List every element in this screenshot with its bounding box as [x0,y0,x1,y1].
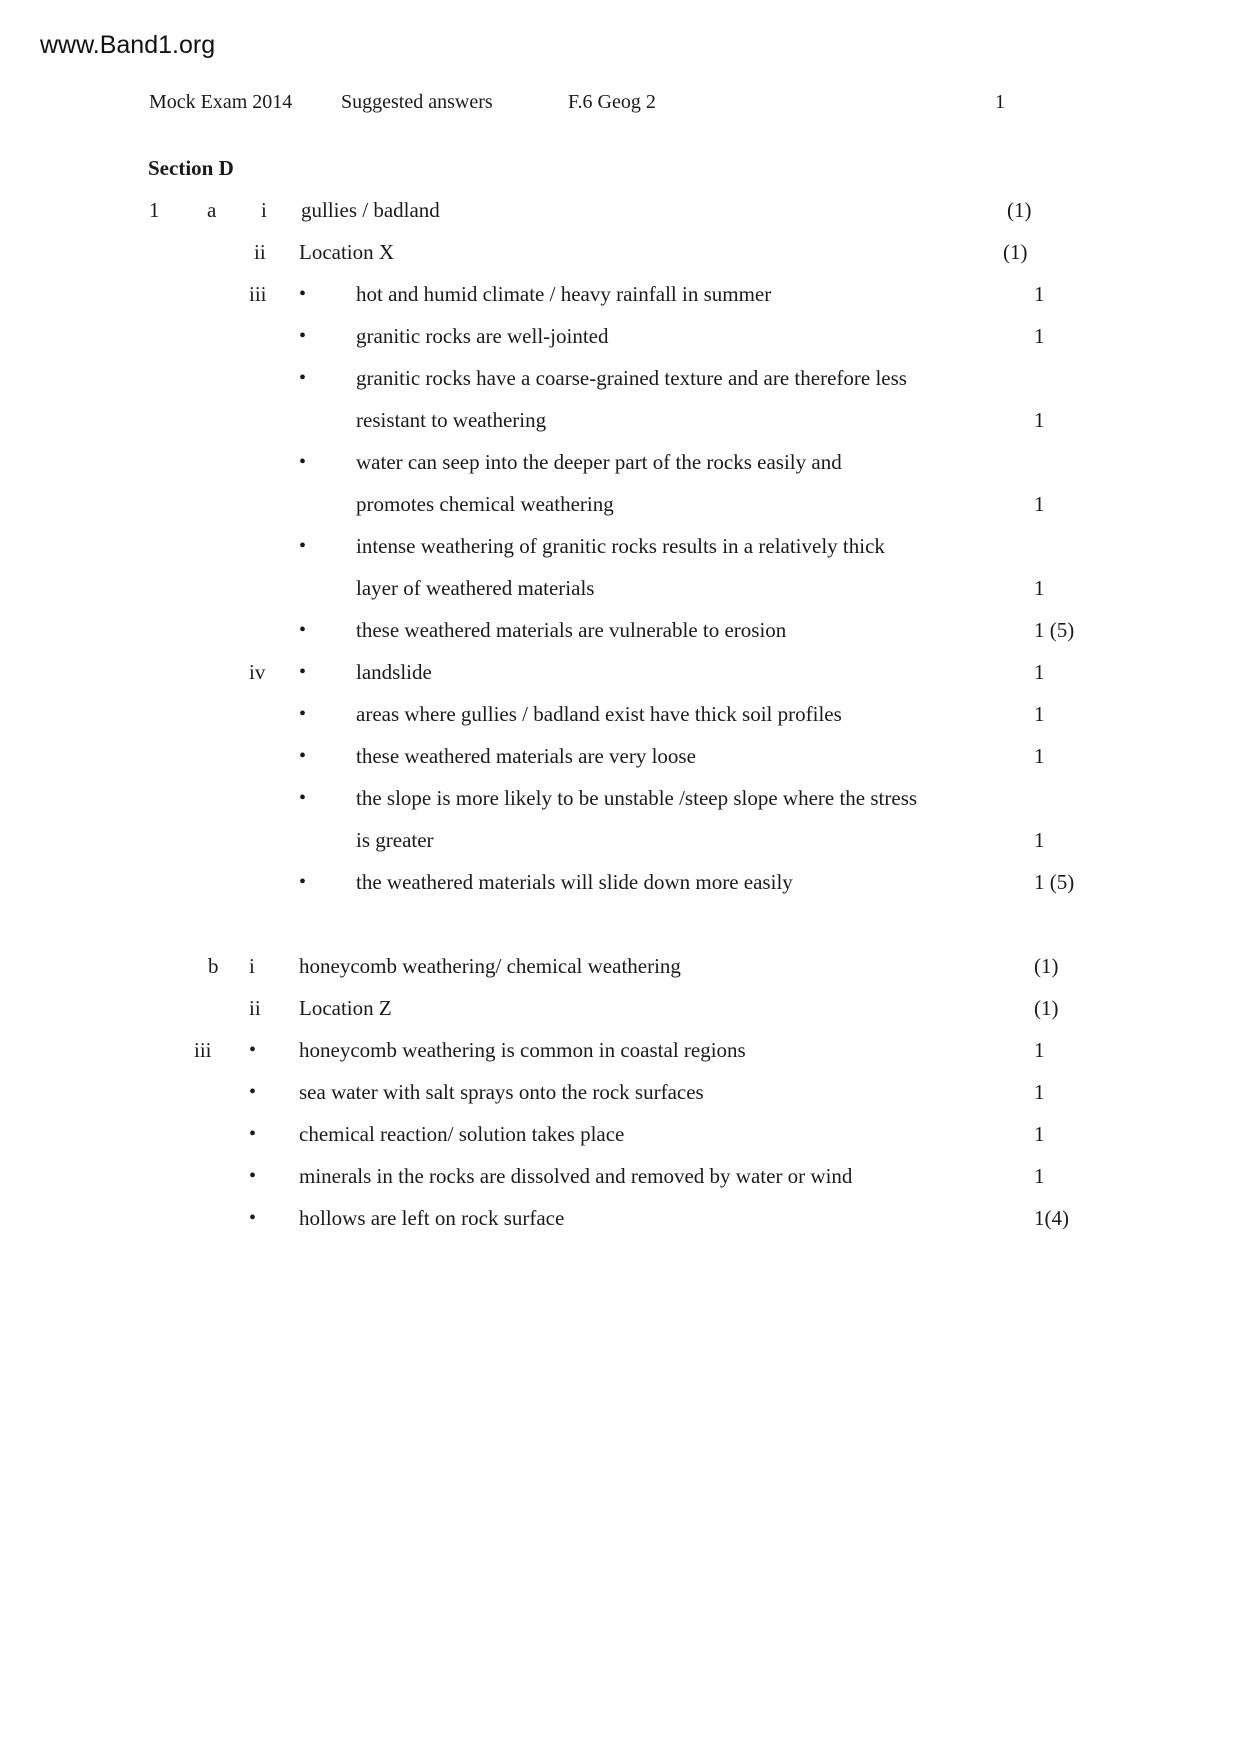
bullet: • [249,1123,257,1145]
bullet: • [249,1207,257,1229]
a-ii-answer: Location X [299,240,395,264]
b-iii-item-5: hollows are left on rock surface [299,1206,565,1230]
a-iv-item-4-mark: 1 [1034,828,1045,852]
header-page-number: 1 [995,91,1005,113]
b-i-label: i [249,954,255,978]
header-subject: F.6 Geog 2 [568,91,656,113]
a-iv-item-5: the weathered materials will slide down more easily [356,870,793,894]
header-subtitle: Suggested answers [341,91,493,113]
b-ii-label: ii [249,996,261,1020]
bullet: • [299,745,307,767]
b-iii-item-1-mark: 1 [1034,1038,1045,1062]
a-iv-item-1: landslide [356,660,432,684]
a-i-answer: gullies / badland [301,198,440,222]
a-iii-item-4-mark: 1 [1034,492,1045,516]
a-ii-label: ii [254,240,266,264]
part-b-label: b [208,954,219,978]
bullet: • [299,367,307,389]
a-i-label: i [261,198,267,222]
a-iv-item-3: these weathered materials are very loose [356,744,696,768]
a-iii-item-5-mark: 1 [1034,576,1045,600]
a-iv-item-1-mark: 1 [1034,660,1045,684]
b-iii-item-2: sea water with salt sprays onto the rock surfaces [299,1080,704,1104]
b-ii-answer: Location Z [299,996,392,1020]
a-iv-item-2: areas where gullies / badland exist have thick soil profiles [356,702,842,726]
a-iii-item-1: hot and humid climate / heavy rainfall in summer [356,282,772,306]
b-iii-item-4: minerals in the rocks are dissolved and removed by water or wind [299,1164,853,1188]
b-i-answer: honeycomb weathering/ chemical weathering [299,954,681,978]
a-iii-item-5-line2: layer of weathered materials [356,576,595,600]
b-iii-item-4-mark: 1 [1034,1164,1045,1188]
bullet: • [299,787,307,809]
bullet: • [299,619,307,641]
a-iii-item-6: these weathered materials are vulnerable to erosion [356,618,787,642]
a-iii-item-5-line1: intense weathering of granitic rocks results in a relatively thick [356,534,885,558]
a-ii-mark: (1) [1003,240,1028,264]
bullet: • [249,1039,257,1061]
a-iv-item-4-line1: the slope is more likely to be unstable /steep slope where the stress [356,786,918,810]
a-iv-item-5-mark: 1 (5) [1034,870,1075,894]
b-iii-item-1: honeycomb weathering is common in coastal regions [299,1038,746,1062]
a-iv-item-4-line2: is greater [356,828,434,852]
a-iii-item-3-line2: resistant to weathering [356,408,547,432]
b-i-mark: (1) [1034,954,1059,978]
a-iii-item-3-line1: granitic rocks have a coarse-grained texture and are therefore less [356,366,907,390]
bullet: • [299,661,307,683]
a-iv-item-2-mark: 1 [1034,702,1045,726]
b-iii-label: iii [194,1038,212,1062]
a-iii-item-2-mark: 1 [1034,324,1045,348]
bullet: • [299,703,307,725]
a-iv-item-3-mark: 1 [1034,744,1045,768]
b-iii-item-2-mark: 1 [1034,1080,1045,1104]
watermark-text: www.Band1.org [40,31,216,59]
b-ii-mark: (1) [1034,996,1059,1020]
b-iii-item-3: chemical reaction/ solution takes place [299,1122,625,1146]
bullet: • [249,1081,257,1103]
section-title: Section D [148,156,234,180]
a-i-mark: (1) [1007,198,1032,222]
a-iii-item-6-mark: 1 (5) [1034,618,1075,642]
part-a-label: a [207,198,217,222]
question-number: 1 [149,198,160,222]
a-iv-label: iv [249,660,266,684]
a-iii-item-3-mark: 1 [1034,408,1045,432]
bullet: • [249,1165,257,1187]
a-iii-label: iii [249,282,267,306]
a-iii-item-1-mark: 1 [1034,282,1045,306]
bullet: • [299,871,307,893]
bullet: • [299,535,307,557]
b-iii-item-3-mark: 1 [1034,1122,1045,1146]
a-iii-item-4-line1: water can seep into the deeper part of the rocks easily and [356,450,842,474]
b-iii-item-5-mark: 1(4) [1034,1206,1069,1230]
bullet: • [299,325,307,347]
a-iii-item-4-line2: promotes chemical weathering [356,492,614,516]
header-exam: Mock Exam 2014 [149,91,293,113]
bullet: • [299,283,307,305]
a-iii-item-2: granitic rocks are well-jointed [356,324,609,348]
bullet: • [299,451,307,473]
